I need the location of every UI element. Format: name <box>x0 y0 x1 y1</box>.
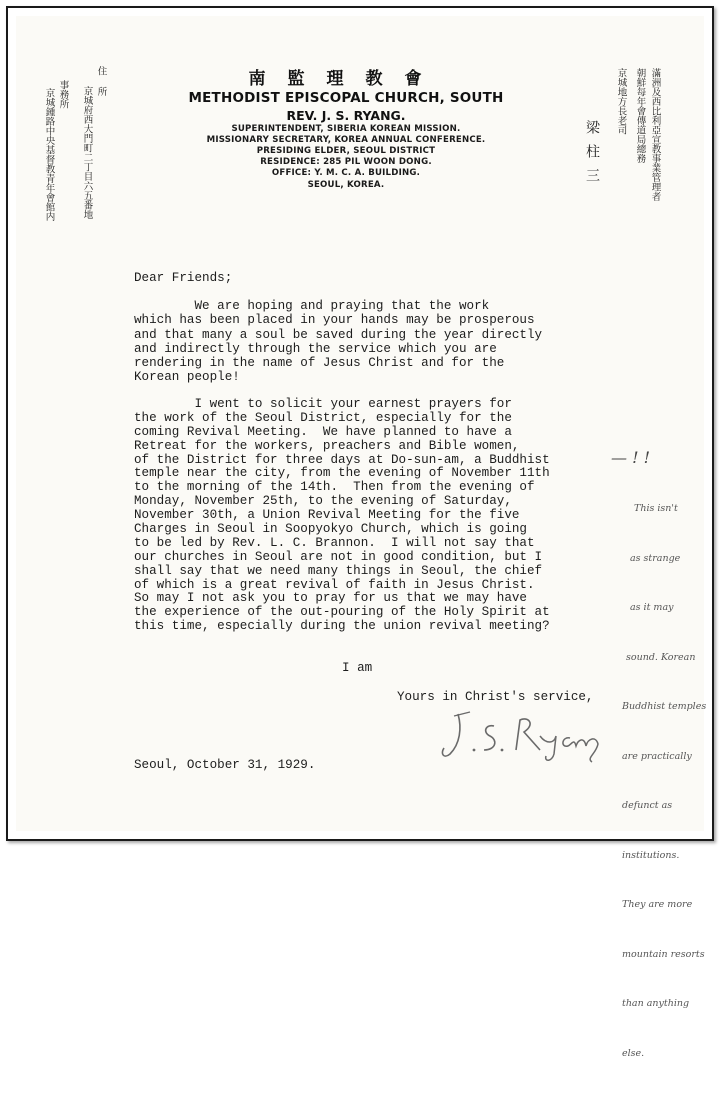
letter-line: Retreat for the workers, preachers and Bible women, <box>134 438 520 453</box>
address-label-column <box>96 66 106 96</box>
address-label: 住 所 <box>95 66 107 96</box>
margin-note-line: else. <box>622 1047 645 1059</box>
signature-scribble <box>436 706 626 766</box>
letter-line: the work of the Seoul District, especially for the <box>134 410 512 425</box>
letter-line: temple near the city, from the evening of November 11th <box>134 466 550 481</box>
letter-line: shall say that we need many things in Seoul, the chief <box>134 563 543 578</box>
letter-line: which has been placed in your hands may be prosperous <box>134 313 535 328</box>
chinese-name: 梁柱三 <box>584 120 600 192</box>
letter-line: Monday, November 25th, to the evening of Saturday, <box>134 494 512 509</box>
office-text: 京城鍾路中央基督教青年會館内 <box>43 88 55 221</box>
margin-note-line: This isn't <box>634 503 678 514</box>
church-chinese-title: 南監理教會 <box>248 69 444 89</box>
title-text: 朝鮮每年會傳道局總務 <box>634 68 646 163</box>
margin-note-line: They are more <box>622 899 693 910</box>
title-column <box>635 68 645 163</box>
letter-line: this time, especially during the union revival meeting? <box>134 619 550 634</box>
office-label: 事務所 <box>57 80 69 109</box>
address-text: 京城府西大門町二丁目六五番地 <box>81 86 93 219</box>
title-text: 滿洲及西比利亞宣教事業管理者 <box>649 68 661 201</box>
office-label-column <box>58 80 68 109</box>
letter-line: We are hoping and praying that the work <box>134 299 490 313</box>
i-am-line: I am <box>342 661 373 675</box>
letter-line: I went to solicit your earnest prayers for <box>134 397 512 411</box>
salutation: Dear Friends; <box>134 271 233 285</box>
letter-line: and indirectly through the service which you are <box>134 341 497 356</box>
office-column <box>44 88 54 221</box>
paragraph-1 <box>134 299 542 385</box>
letterhead-line: OFFICE: Y. M. C. A. BUILDING. <box>271 168 421 178</box>
margin-note-line: defunct as <box>622 800 673 811</box>
letter-line: of the District for three days at Do-sun-am, a Buddhist <box>134 452 550 467</box>
margin-note-line: mountain resorts <box>622 948 705 960</box>
chinese-name-column <box>585 120 599 192</box>
letter-line: Korean people! <box>134 370 240 385</box>
document-frame <box>6 6 714 1059</box>
margin-note-line: are practically <box>622 750 692 762</box>
letter-page <box>16 16 707 1059</box>
title-column <box>650 68 660 201</box>
margin-note-line: as strange <box>630 552 681 564</box>
margin-note <box>622 468 706 1095</box>
letter-line: Charges in Seoul in Soopyokyo Church, which is going <box>134 522 527 537</box>
letter-line: rendering in the name of Jesus Christ and for the <box>134 356 505 371</box>
title-text: 京城地方長老司 <box>615 68 627 135</box>
letter-line: November 30th, a Union Revival Meeting for the five <box>134 508 520 523</box>
letter-line: So may I not ask you to pray for us that we may have <box>134 591 527 606</box>
margin-note-line: as it may <box>630 602 674 613</box>
paragraph-2 <box>134 398 550 634</box>
letterhead-line: SUPERINTENDENT, SIBERIA KOREAN MISSION. <box>231 124 461 134</box>
margin-note-line: Buddhist temples <box>622 701 707 712</box>
letter-line: the experience of the out-pouring of the Holy Spirit at <box>134 605 550 620</box>
letter-line: to the morning of the 14th. Then from the evening of <box>134 480 535 495</box>
margin-note-line: than anything <box>622 998 690 1009</box>
church-name: METHODIST EPISCOPAL CHURCH, SOUTH <box>188 90 504 106</box>
place-date: Seoul, October 31, 1929. <box>134 758 316 772</box>
minister-name: REV. J. S. RYANG. <box>286 108 406 123</box>
letterhead-line: MISSIONARY SECRETARY, KOREA ANNUAL CONFERENCE. <box>206 135 486 145</box>
letter-line: and that many a soul be saved during the year directly <box>134 327 543 342</box>
signature <box>436 706 626 771</box>
address-column <box>82 86 92 219</box>
margin-note-line: institutions. <box>622 849 680 861</box>
closing-line: Yours in Christ's service, <box>397 690 594 704</box>
margin-note-line: sound. Korean <box>626 651 696 663</box>
letterhead-line: RESIDENCE: 285 PIL WOON DONG. <box>260 157 432 167</box>
letterhead-line: SEOUL, KOREA. <box>307 180 385 190</box>
margin-exclamation-marks: — ! ! <box>611 448 651 467</box>
letterhead-line: PRESIDING ELDER, SEOUL DISTRICT <box>256 146 436 156</box>
letter-line: of which is a great revival of faith in Jesus Christ. <box>134 577 535 592</box>
title-column <box>616 68 626 135</box>
letter-line: to be led by Rev. L. C. Brannon. I will not say that <box>134 535 535 550</box>
letter-line: coming Revival Meeting. We have planned to have a <box>134 424 512 439</box>
letter-line: our churches in Seoul are not in good condition, but I <box>134 549 543 564</box>
